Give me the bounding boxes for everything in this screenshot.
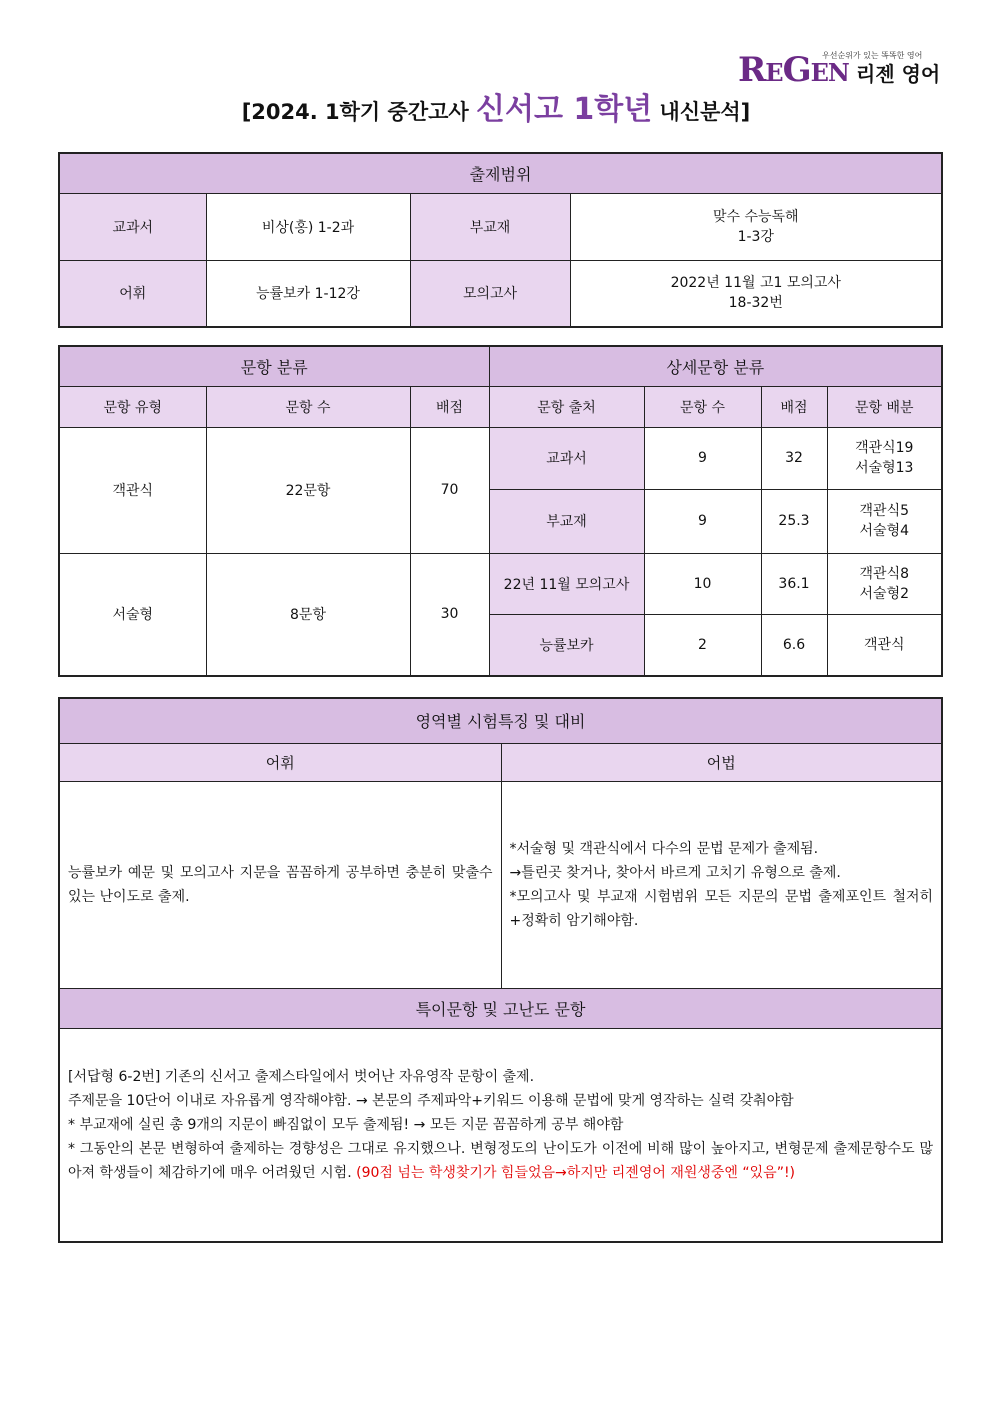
- scope-key: 부교재: [410, 193, 570, 260]
- scope-value: 맞수 수능독해 1-3강: [570, 193, 942, 260]
- grammar-note: *모의고사 및 부교재 시험범위 모든 지문의 문법 출제포인트 철저히+정확히 암기해야함.: [509, 888, 934, 929]
- special-note: 주제문을 10단어 이내로 자유롭게 영작해야함. → 본문의 주제파악+키워드 이용해 문법에 맞게 영작하는 실력 갖춰야함: [68, 1092, 794, 1109]
- detail-classification-header: 상세문항 분류: [489, 346, 942, 386]
- column-header: 문항 수: [644, 386, 761, 427]
- column-header: 문항 배분: [827, 386, 942, 427]
- column-header-row: [59, 386, 942, 427]
- table-row: [59, 553, 942, 614]
- logo-letter-e: E: [765, 58, 783, 87]
- scope-table: [58, 152, 943, 328]
- vocab-cell: [59, 781, 501, 988]
- special-note: * 부교재에 실린 총 9개의 지문이 빠짐없이 모두 출제됨! → 모든 지문 꼼꼼하게 공부 해야함: [68, 1116, 624, 1133]
- detail-source: 부교재: [489, 489, 644, 553]
- logo-tagline: 우선순위가 있는 똑똑한 영어: [822, 51, 923, 60]
- regen-logo: [738, 44, 943, 88]
- question-count: 22문항: [206, 427, 410, 553]
- page-title: [0, 88, 992, 134]
- detail-score: 6.6: [761, 614, 827, 676]
- scope-row: [59, 260, 942, 327]
- classification-table: [58, 345, 943, 677]
- detail-score: 32: [761, 427, 827, 489]
- special-note-highlight: (90점 넘는 학생찾기가 힘들었음→하지만 리젠영어 재원생중엔 “있음”!): [356, 1164, 796, 1181]
- classification-header: 문항 분류: [59, 346, 489, 386]
- logo-brand-korean: 리젠 영어: [856, 62, 941, 86]
- question-score: 30: [410, 553, 489, 676]
- special-header: 특이문항 및 고난도 문항: [59, 988, 942, 1028]
- special-note-text: * 그동안의 본문 변형하여 출제하는 경향성은 그대로 유지했으나. 변형정도의 난이도가 이전에 비해 많이 높아지고, 변형문제 출제문항수도 많아져 학생들이 체감하기에 매우 어려웠던 시험.: [68, 1140, 934, 1181]
- features-header: 영역별 시험특징 및 대비: [59, 698, 942, 743]
- title-suffix: 내신분석]: [652, 100, 751, 124]
- detail-count: 2: [644, 614, 761, 676]
- scope-row: [59, 193, 942, 260]
- scope-key: 모의고사: [410, 260, 570, 327]
- logo-brand-english: [738, 50, 849, 93]
- grammar-note: →틀린곳 찾거나, 찾아서 바르게 고치기 유형으로 출제.: [509, 864, 841, 881]
- scope-key: 어휘: [59, 260, 206, 327]
- question-score: 70: [410, 427, 489, 553]
- grammar-cell: [501, 781, 942, 988]
- detail-distribution: 객관식: [827, 614, 942, 676]
- scope-key: 교과서: [59, 193, 206, 260]
- special-notes: [68, 1065, 933, 1185]
- grammar-header: 어법: [501, 743, 942, 781]
- grammar-note: *서술형 및 객관식에서 다수의 문법 문제가 출제됨.: [509, 840, 819, 857]
- detail-score: 36.1: [761, 553, 827, 614]
- question-type: 서술형: [59, 553, 206, 676]
- scope-value: 능률보카 1-12강: [206, 260, 410, 327]
- detail-source: 22년 11월 모의고사: [489, 553, 644, 614]
- column-header: 문항 유형: [59, 386, 206, 427]
- column-header: 배점: [410, 386, 489, 427]
- features-table: [58, 697, 943, 1243]
- special-note: [서답형 6-2번] 기존의 신서고 출제스타일에서 벗어난 자유영작 문항이 출제.: [68, 1068, 535, 1085]
- detail-count: 10: [644, 553, 761, 614]
- detail-source: 교과서: [489, 427, 644, 489]
- logo-letters-en: EN: [810, 58, 849, 87]
- detail-distribution: 객관식19 서술형13: [827, 427, 942, 489]
- scope-header: 출제범위: [59, 153, 942, 193]
- detail-distribution: 객관식8 서술형2: [827, 553, 942, 614]
- vocab-text: 능률보카 예문 및 모의고사 지문을 꼼꼼하게 공부하면 충분히 맞출수 있는 난이도로 출제.: [68, 864, 493, 905]
- column-header: 문항 출처: [489, 386, 644, 427]
- question-type: 객관식: [59, 427, 206, 553]
- grammar-notes: [510, 837, 934, 933]
- detail-source: 능률보카: [489, 614, 644, 676]
- detail-score: 25.3: [761, 489, 827, 553]
- special-cell: [59, 1028, 942, 1242]
- title-highlight: 신서고 1학년: [476, 92, 653, 127]
- vocab-header: 어휘: [59, 743, 501, 781]
- column-header: 배점: [761, 386, 827, 427]
- table-row: [59, 427, 942, 489]
- detail-count: 9: [644, 489, 761, 553]
- detail-distribution: 객관식5 서술형4: [827, 489, 942, 553]
- scope-value: 2022년 11월 고1 모의고사 18-32번: [570, 260, 942, 327]
- column-header: 문항 수: [206, 386, 410, 427]
- logo-letter-g: G: [782, 50, 811, 90]
- title-prefix: [2024. 1학기 중간고사: [241, 100, 476, 124]
- question-count: 8문항: [206, 553, 410, 676]
- scope-value: 비상(홍) 1-2과: [206, 193, 410, 260]
- detail-count: 9: [644, 427, 761, 489]
- logo-letter-r: R: [738, 50, 766, 90]
- special-note-last: [68, 1137, 933, 1185]
